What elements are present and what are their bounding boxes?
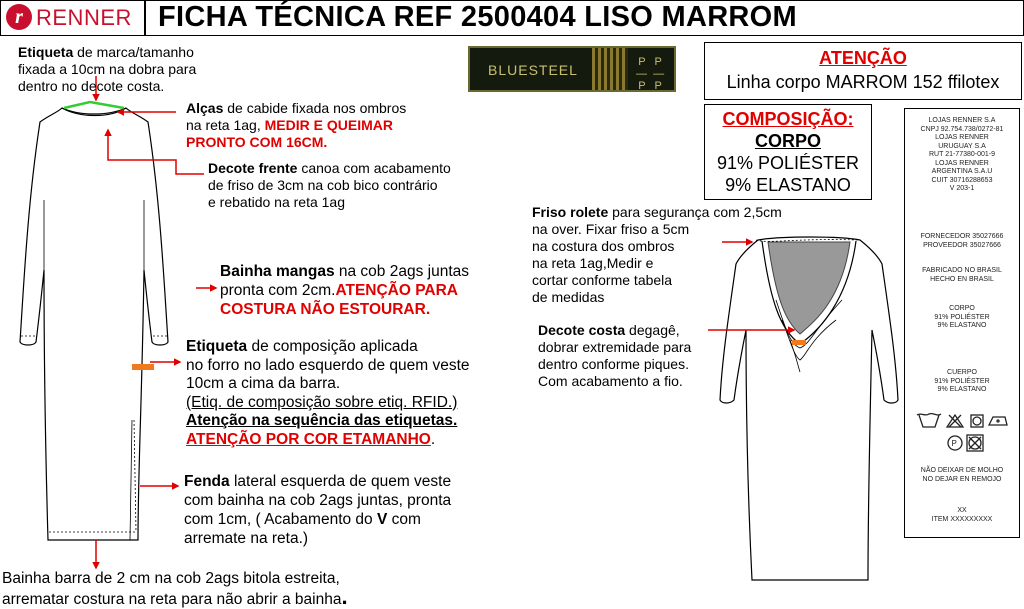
front-dress-sketch (20, 108, 168, 540)
note-decote-costa: Decote costa degagê, dobrar extremidade para dentro conforme piques. Com acabamento a fio. (538, 322, 692, 389)
care-symbols-icon (915, 411, 1011, 455)
tag-origin-block: FABRICADO NO BRASIL HECHO EN BRASIL (922, 267, 1002, 283)
note-decote-frente: Decote frente canoa com acabamento de friso de 3cm na cob bico contrário e rebatido na reta 1ag (208, 160, 451, 210)
tag-composition-es: CUERPO 91% POLIÉSTER 9% ELASTANO (934, 369, 990, 393)
care-composition-tag (904, 108, 1020, 538)
tag-warning-block: NÃO DEIXAR DE MOLHO NO DEJAR EN REMOJO (920, 467, 1004, 483)
svg-text:P: P (951, 439, 957, 448)
tag-size-item: XX ITEM XXXXXXXXX (931, 507, 993, 523)
label-size-marks: P P — — P P (636, 56, 665, 92)
composition-part: CORPO (754, 131, 821, 151)
note-bainha-mangas: Bainha mangas na cob 2ags juntas pronta com 2cm.ATENÇÃO PARA COSTURA NÃO ESTOURAR. (220, 263, 469, 318)
note-etiqueta-marca: Etiqueta de marca/tamanho fixada a 10cm na dobra para dentro no decote costa. (18, 44, 197, 94)
composition-tag-mark (132, 364, 154, 370)
note-bainha-barra: Bainha barra de 2 cm na cob 2ags bitola estreita, arrematar costura na reta para não abrir a bainha. (2, 570, 348, 609)
composition-title: COMPOSIÇÃO: (722, 109, 854, 129)
attention-box (704, 42, 1022, 100)
label-stripe-pattern (592, 48, 628, 90)
hanger-straps-mark (64, 102, 124, 108)
composition-elastane: 9% ELASTANO (725, 175, 851, 195)
tag-supplier-block: FORNECEDOR 35027666 PROVEEDOR 35027666 (920, 233, 1004, 249)
bluesteel-brand-label (468, 46, 676, 92)
note-etiqueta-composicao: Etiqueta de composição aplicada no forro no lado esquerdo de quem veste 10cm a cima da barra. (Etiq. de composição sobre etiq. RFID.) Atenção na sequência das etiquetas. ATENÇÃO POR COR ETAMANHO. (186, 338, 470, 448)
composition-box (704, 104, 872, 200)
tag-company-block: LOJAS RENNER S.A CNPJ 92.754.738/0272-81 LOJAS RENNER URUGUAY S.A RUT 21-77380-001-9 LOJAS RENNER ARGENTINA S.A.U CUIT 30716288653 V 203-1 (920, 117, 1004, 192)
note-friso-rolete: Friso rolete para segurança com 2,5cm na over. Fixar friso a 5cm na costura dos ombros na reta 1ag,Medir e cortar conforme tabela de medidas (532, 204, 782, 305)
note-alcas: Alças de cabide fixada nos ombros na reta 1ag, MEDIR E QUEIMAR PRONTO COM 16CM. (186, 100, 407, 150)
note-fenda: Fenda lateral esquerda de quem veste com bainha na cob 2ags juntas, pronta com 1cm, ( Acabamento do V com arremate na reta.) (184, 473, 452, 547)
tag-composition-pt: CORPO 91% POLIÉSTER 9% ELASTANO (934, 305, 990, 329)
bluesteel-label-text: BLUESTEEL (488, 62, 578, 78)
renner-logo-icon: r (6, 4, 32, 30)
brand-name: RENNER (36, 5, 132, 30)
page-title: FICHA TÉCNICA REF 2500404 LISO MARROM (158, 1, 797, 33)
attention-thread-line: Linha corpo MARROM 152 ffilotex (726, 72, 1000, 92)
brand-label-mark (792, 340, 806, 345)
attention-title: ATENÇÃO (819, 48, 907, 68)
composition-polyester: 91% POLIÉSTER (716, 153, 860, 173)
